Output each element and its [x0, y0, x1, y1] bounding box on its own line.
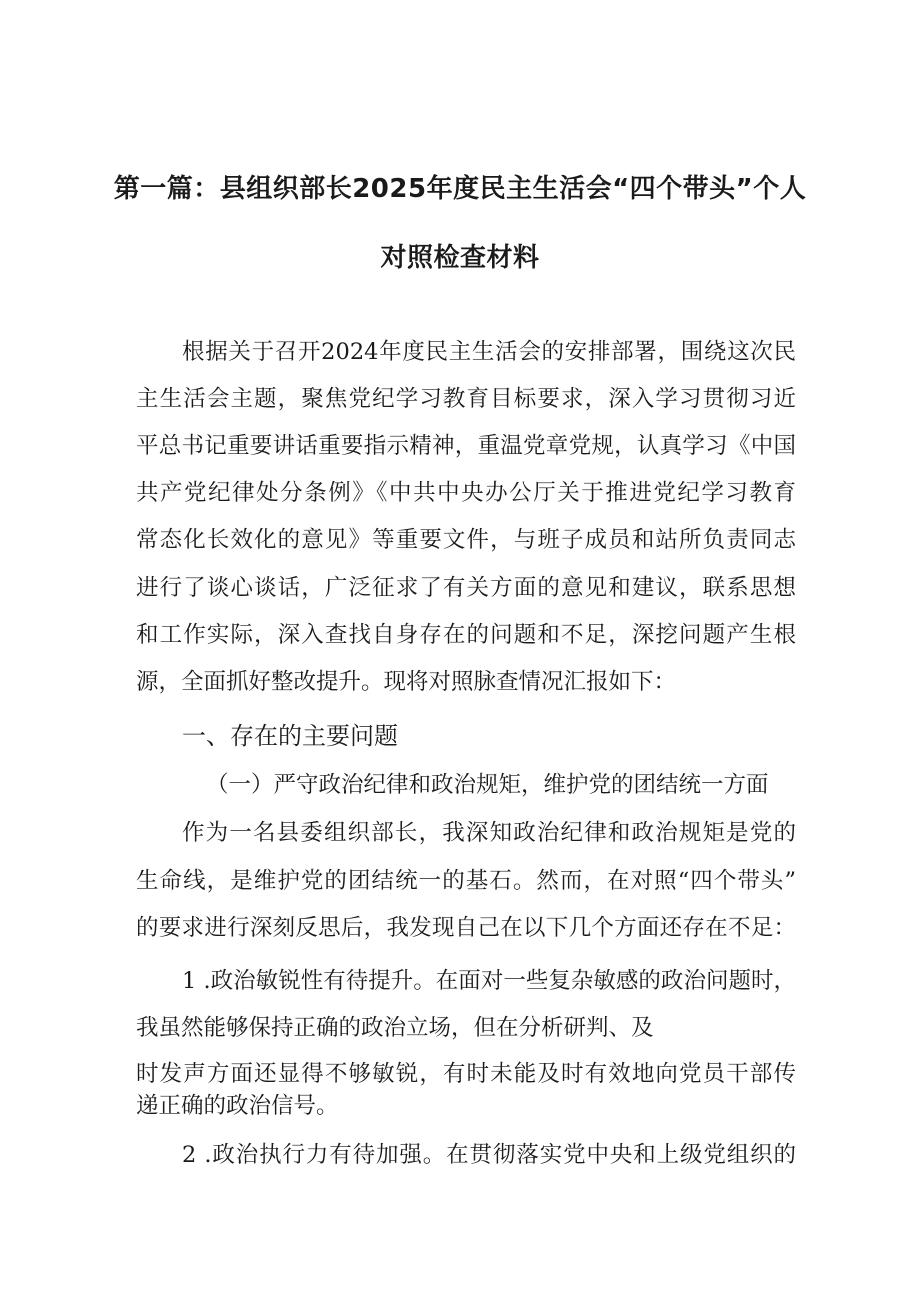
- document-title-line2: 对照检查材料: [380, 243, 540, 273]
- intro-line: 根据关于召开2024年度民主生活会的安排部署，围绕这次民: [182, 339, 796, 365]
- intro-line: 常态化长效化的意见》等重要文件，与班子成员和站所负责同志: [136, 527, 796, 553]
- body-line: 生命线，是维护党的团结统一的基石。然而，在对照“四个带头”: [136, 868, 796, 894]
- intro-line: 和工作实际，深入查找自身存在的问题和不足，深挖问题产生根: [136, 622, 796, 648]
- item1-line: 递正确的政治信号。: [136, 1093, 339, 1119]
- intro-line: 共产党纪律处分条例》《中共中央办公厅关于推进党纪学习教育: [136, 480, 796, 506]
- item2-line: 2 .政治执行力有待加强。在贯彻落实党中央和上级党组织的: [182, 1142, 796, 1168]
- item1-line: 我虽然能够保持正确的政治立场，但在分析研判、及: [136, 1015, 654, 1041]
- item1-line: 1 .政治敏锐性有待提升。在面对一些复杂敏感的政治问题时，: [182, 968, 796, 994]
- body-line: 作为一名县委组织部长，我深知政治纪律和政治规矩是党的: [182, 820, 796, 846]
- document-title-line1: 第一篇：县组织部长2025年度民主生活会“四个带头”个人: [113, 174, 807, 204]
- intro-line: 源，全面抓好整改提升。现将对照脉查情况汇报如下：: [136, 669, 677, 695]
- item1-line: 时发声方面还显得不够敏锐，有时未能及时有效地向党员干部传: [136, 1061, 796, 1087]
- intro-line: 平总书记重要讲话重要指示精神，重温党章党规，认真学习《中国: [136, 433, 796, 459]
- intro-line: 主生活会主题，聚焦党纪学习教育目标要求，深入学习贯彻习近: [136, 386, 796, 412]
- intro-line: 进行了谈心谈话，广泛征求了有关方面的意见和建议，联系思想: [136, 575, 796, 601]
- section-heading: 一、存在的主要问题: [182, 722, 398, 750]
- subsection-heading: （一）严守政治纪律和政治规矩，维护党的团结统一方面: [206, 772, 769, 798]
- body-line: 的要求进行深刻反思后，我发现自己在以下几个方面还存在不足：: [136, 915, 796, 941]
